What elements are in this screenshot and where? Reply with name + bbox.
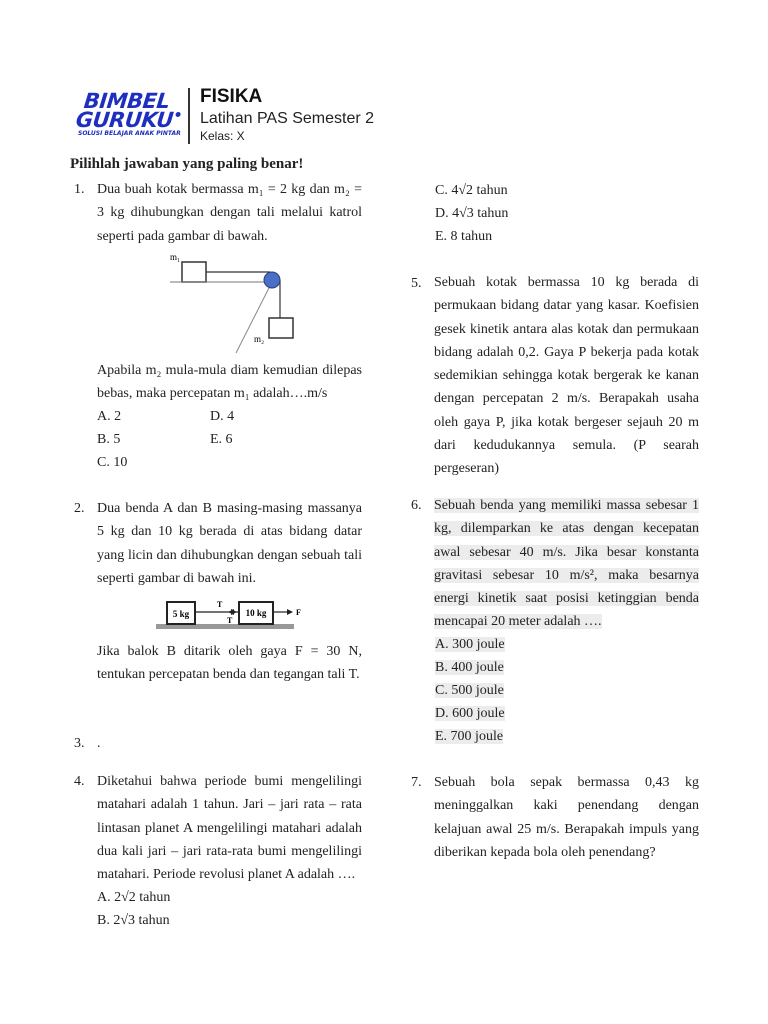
q3-number: 3.	[74, 736, 85, 751]
q7-number: 7.	[411, 775, 422, 790]
q1-fig-pulley	[264, 272, 280, 288]
q1-option-e: E. 6	[210, 432, 233, 447]
q2-text: Dua benda A dan B masing-masing massanya 5 kg dan 10 kg berada di atas bidang datar yang licin dan dihubungkan dengan sebuah tali seperti gambar di bawah ini.	[97, 501, 362, 586]
q2-figure	[155, 596, 301, 634]
q1-question: Apabila m₂ mula-mula diam kemudian dilepas bebas, maka percepatan m₁ adalah….m/s	[97, 363, 362, 402]
q4-option-d: D. 4√3 tahun	[435, 206, 509, 221]
q4-text: Diketahui bahwa periode bumi mengelilingi matahari adalah 1 tahun. Jari – jari rata – rata lintasan planet A mengelilingi matahari adalah dua kali jari – jari rata-rata bumi mengelilingi matahari. Periode revolusi planet A adalah ….	[97, 774, 362, 883]
q6-option-a-text: A. 300 joule	[435, 637, 505, 652]
q6-option-e	[435, 729, 503, 745]
grade-label: Kelas: X	[200, 129, 245, 143]
instruction: Pilihlah jawaban yang paling benar!	[70, 156, 304, 172]
q5-text: Sebuah kotak bermassa 10 kg berada di permukaan bidang datar yang kasar. Koefisien gesek kinetik antara alas kotak dan permukaan bidang adalah 0,2. Gaya P bekerja pada kotak sedemikian sehingga kotak bergerak ke kanan dengan percepatan 2 m/s. Berapakah usaha oleh gaya P, jika kotak bergeser sejauh 20 m dari kedudukannya semula. (P searah pergeseran)	[434, 275, 699, 477]
q1-option-d: D. 4	[210, 409, 235, 424]
q2-fig-box-b-label: 10 kg	[245, 608, 267, 618]
q6-option-c-text: C. 500 joule	[435, 683, 504, 698]
q6-text-highlight: Sebuah benda yang memiliki massa sebesar 1 kg, dilemparkan ke atas dengan kecepatan awal sebesar 40 m/s. Jika besar konstanta gravitasi sebesar 10 m/s², maka besarnya energi kinetik saat posisi ketinggian benda mencapai 20 meter adalah ….	[434, 498, 699, 630]
q4-option-c: C. 4√2 tahun	[435, 183, 508, 198]
header-divider	[188, 88, 190, 144]
q5-number: 5.	[411, 276, 422, 291]
q6-option-c	[435, 683, 504, 699]
q6-option-d	[435, 706, 505, 722]
exam-title: Latihan PAS Semester 2	[200, 110, 375, 127]
q2-fig-t1-label: T	[217, 600, 223, 609]
logo-dot-icon	[175, 112, 181, 117]
q4-option-a: A. 2√2 tahun	[97, 890, 171, 905]
q1-option-a: A. 2	[97, 409, 122, 424]
q2-fig-force-arrow-icon	[287, 609, 293, 615]
q1-fig-box-m1	[182, 262, 206, 282]
q4-option-e: E. 8 tahun	[435, 229, 493, 244]
q1-fig-box-m2	[269, 318, 293, 338]
logo-line1: BIMBEL	[82, 89, 171, 113]
q1-option-b: B. 5	[97, 432, 121, 447]
q1-number: 1.	[74, 182, 85, 197]
q1-option-c: C. 10	[97, 455, 128, 470]
q6-option-d-text: D. 600 joule	[435, 706, 505, 721]
q2-fig-f-label: F	[296, 608, 301, 617]
q2-question: Jika balok B ditarik oleh gaya F = 30 N, tentukan percepatan benda dan tegangan tali T.	[97, 644, 362, 683]
q7-text: Sebuah bola sepak bermassa 0,43 kg meninggalkan kaki penendang dengan kelajuan awal 25 m/s. Berapakah impuls yang diberikan kepada bola oleh penendang?	[434, 775, 699, 860]
q6-option-b	[435, 660, 504, 676]
q1-fig-m2-label: m₂	[254, 334, 265, 344]
subject-title: FISIKA	[200, 86, 263, 107]
logo-line2-text: GURUKU	[74, 108, 175, 132]
q2-fig-box-a-label: 5 kg	[172, 609, 190, 619]
q6-option-b-text: B. 400 joule	[435, 660, 504, 675]
q2-fig-t2-label: T	[227, 616, 233, 625]
q6-text	[434, 494, 699, 634]
q6-option-e-text: E. 700 joule	[435, 729, 504, 744]
q4-number: 4.	[74, 774, 85, 789]
q2-number: 2.	[74, 501, 85, 516]
q1-fig-m1-label: m₁	[170, 252, 181, 262]
q6-number: 6.	[411, 498, 422, 513]
q3-text: .	[97, 736, 101, 751]
logo-tagline: SOLUSI BELAJAR ANAK PINTAR	[78, 130, 181, 137]
logo-line2	[75, 110, 181, 130]
q6-option-a	[435, 637, 505, 653]
q1-text: Dua buah kotak bermassa m₁ = 2 kg dan m₂ = 3 kg dihubungkan dengan tali melalui katrol seperti pada gambar di bawah.	[97, 182, 362, 244]
q1-figure	[160, 248, 310, 358]
q4-option-b: B. 2√3 tahun	[97, 913, 170, 928]
